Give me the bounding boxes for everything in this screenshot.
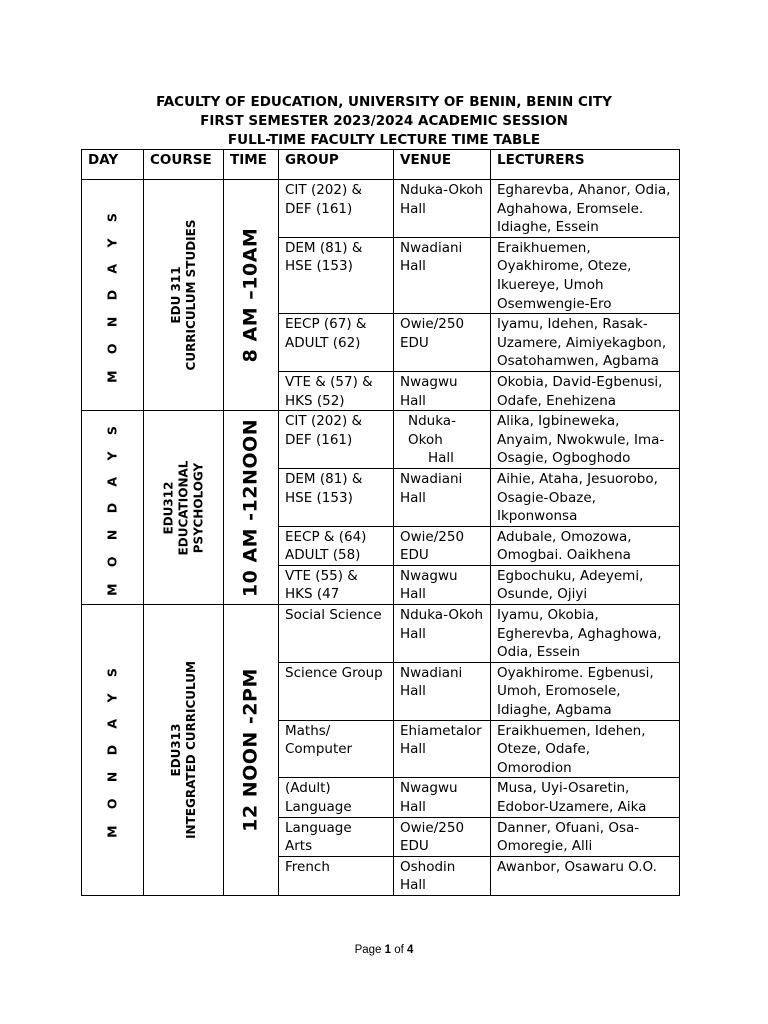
lecturers-cell-line: Iyamu, Okobia, — [497, 607, 599, 624]
venue-cell-line: Nduka-Okoh — [408, 413, 456, 448]
venue-cell-line: Hall — [400, 741, 426, 758]
group-cell-line: VTE (55) & — [285, 567, 358, 584]
group-cell-line: CIT (202) & — [285, 182, 363, 198]
venue-cell-line: EDU — [400, 547, 429, 564]
table-row — [82, 605, 680, 663]
venue-cell — [394, 605, 491, 663]
lecturers-cell-line: Osagie, Ogboghodo — [497, 450, 631, 467]
group-cell — [279, 778, 394, 817]
group-cell-line: HKS (52) — [285, 392, 345, 409]
lecturers-cell-line: Aihie, Ataha, Jesuorobo, — [497, 470, 658, 487]
lecturers-cell-line: Aghahowa, Eromsele. — [497, 200, 644, 217]
course-label — [169, 220, 199, 371]
lecturers-cell-line: Idiaghe, Essein — [497, 219, 599, 236]
venue-cell-line: Owie/250 — [400, 819, 465, 836]
col-header-lecturers: LECTURERS — [491, 150, 680, 180]
group-cell — [279, 180, 394, 238]
course-cell — [144, 605, 224, 896]
lecturers-cell-line: Danner, Ofuani, Osa- — [497, 819, 640, 836]
time-cell — [224, 605, 279, 896]
course-label-line: CURRICULUM STUDIES — [183, 219, 198, 371]
lecturers-cell — [491, 411, 680, 469]
course-cell — [144, 411, 224, 605]
venue-cell-line: Owie/250 — [400, 316, 465, 333]
group-cell-line: DEM (81) & — [285, 239, 363, 256]
lecturers-cell-line: Omorodion — [497, 759, 572, 776]
group-cell — [279, 314, 394, 372]
lecturers-cell — [491, 526, 680, 565]
lecturers-cell-line: Osatohamwen, Agbama — [497, 353, 660, 370]
group-cell-line: EECP & (64) — [285, 528, 367, 545]
venue-cell — [394, 817, 491, 856]
header-line-3: FULL-TIME FACULTY LECTURE TIME TABLE — [227, 132, 541, 148]
course-label-line: EDU 311 — [168, 266, 183, 324]
col-header-day: DAY — [82, 150, 144, 180]
group-cell-line: Arts — [285, 838, 313, 855]
group-cell-line: Social Science — [285, 607, 382, 624]
footer-page-number: 1 — [384, 944, 392, 956]
group-cell — [279, 371, 394, 410]
col-header-venue: VENUE — [394, 150, 491, 180]
group-cell — [279, 662, 394, 720]
group-cell-line: ADULT (58) — [285, 547, 361, 564]
group-cell-line: EECP (67) & — [285, 316, 367, 333]
lecturers-cell-line: Umoh, Eromosele, — [497, 683, 621, 700]
venue-cell-line: Ehiametalor — [400, 722, 482, 739]
lecturers-cell — [491, 662, 680, 720]
lecturers-cell — [491, 468, 680, 526]
venue-cell — [394, 180, 491, 238]
group-cell-line: HSE (153) — [285, 258, 353, 275]
day-cell — [82, 180, 144, 411]
col-header-group: GROUP — [279, 150, 394, 180]
venue-cell — [394, 371, 491, 410]
group-cell — [279, 237, 394, 313]
page-footer — [0, 944, 768, 956]
group-cell-line: DEF (161) — [285, 431, 353, 448]
group-cell-line: Language — [285, 799, 352, 815]
group-cell — [279, 565, 394, 604]
group-cell-line: (Adult) — [285, 780, 331, 797]
venue-cell — [394, 411, 491, 469]
lecturers-cell — [491, 817, 680, 856]
venue-cell-line: Hall — [400, 625, 426, 642]
group-cell-line: DEM (81) & — [285, 470, 363, 487]
lecturers-cell-line: Alika, Igbineweka, — [497, 413, 620, 430]
time-cell — [224, 411, 279, 605]
lecturers-cell — [491, 565, 680, 604]
group-cell-line: DEF (161) — [285, 200, 353, 217]
lecturers-cell-line: Okobia, David-Egbenusi, — [497, 373, 663, 390]
lecturers-cell-line: Oteze, Odafe, — [497, 741, 591, 758]
group-cell — [279, 817, 394, 856]
venue-cell-line: Hall — [400, 200, 426, 217]
group-cell-line: HSE (153) — [285, 489, 353, 506]
table-row — [82, 180, 680, 238]
day-cell — [82, 411, 144, 605]
lecturers-cell-line: Uzamere, Aimiyekagbon, — [497, 334, 667, 351]
venue-cell-line: Hall — [400, 489, 426, 506]
venue-cell-line: Nduka-Okoh — [400, 182, 484, 198]
lecturers-cell-line: Osagie-Obaze, — [497, 489, 596, 506]
lecturers-cell-line: Egbochuku, Adeyemi, — [497, 567, 644, 584]
venue-cell — [394, 526, 491, 565]
group-cell — [279, 411, 394, 469]
lecturers-cell-line: Musa, Uyi-Osaretin, — [497, 780, 630, 797]
venue-cell-line: Hall — [400, 392, 426, 409]
venue-cell — [394, 778, 491, 817]
group-cell-line: CIT (202) & — [285, 413, 363, 430]
group-cell — [279, 605, 394, 663]
venue-cell-line: Nwadiani — [400, 470, 463, 487]
day-cell — [82, 605, 144, 896]
venue-cell-line: Hall — [400, 258, 426, 275]
venue-cell — [394, 468, 491, 526]
lecturers-cell — [491, 237, 680, 313]
course-label-line: EDU313 — [168, 723, 183, 777]
group-cell-line: VTE & (57) & — [285, 373, 373, 390]
day-label: M O N D A Y S — [104, 662, 120, 838]
lecturers-cell-line: Osemwengie-Ero — [497, 295, 612, 312]
group-cell-line: ADULT (62) — [285, 334, 361, 351]
lecturers-cell — [491, 605, 680, 663]
lecturers-cell-line: Awanbor, Osawaru O.O. — [497, 858, 657, 875]
course-label-line: EDU312 — [161, 481, 175, 535]
venue-cell-line: Hall — [400, 586, 426, 603]
time-label: 10 AM -12NOON — [239, 418, 262, 597]
venue-cell — [394, 565, 491, 604]
lecturers-cell — [491, 180, 680, 238]
footer-prefix: Page — [354, 944, 385, 956]
lecturers-cell-line: Anyaim, Nwokwule, Ima- — [497, 431, 665, 448]
lecturers-cell-line: Ikponwonsa — [497, 508, 578, 525]
venue-cell — [394, 720, 491, 778]
lecturers-cell-line: Edobor-Uzamere, Aika — [497, 799, 647, 815]
venue-cell-line: Nduka-Okoh — [400, 607, 484, 624]
time-label: 12 NOON -2PM — [239, 668, 262, 832]
course-label-line: EDUCATIONAL — [176, 460, 190, 556]
group-cell-line: Science Group — [285, 664, 383, 681]
time-cell — [224, 180, 279, 411]
lecturers-cell-line: Ikuereye, Umoh — [497, 276, 604, 293]
lecturers-cell-line: Oyakhirome. Egbenusi, — [497, 664, 654, 681]
lecturers-cell — [491, 314, 680, 372]
course-label-line: PSYCHOLOGY — [191, 462, 205, 553]
venue-cell-line: Nwagwu — [400, 567, 458, 584]
venue-cell-line: Nwadiani — [400, 664, 463, 681]
course-label-line: INTEGRATED CURRICULUM — [183, 661, 198, 839]
table-header-row — [82, 150, 680, 180]
lecturers-cell-line: Idiaghe, Agbama — [497, 702, 612, 719]
venue-cell — [394, 314, 491, 372]
course-cell — [144, 180, 224, 411]
timetable — [81, 149, 680, 896]
venue-cell — [394, 662, 491, 720]
venue-cell — [394, 856, 491, 895]
course-label — [161, 460, 206, 555]
group-cell-line: HKS (47 — [285, 586, 340, 603]
lecturers-cell — [491, 856, 680, 895]
lecturers-cell-line: Eraikhuemen, Idehen, — [497, 722, 646, 739]
lecturers-cell-line: Odafe, Enehizena — [497, 392, 617, 409]
lecturers-cell-line: Egharevba, Ahanor, Odia, — [497, 182, 671, 198]
col-header-time: TIME — [224, 150, 279, 180]
group-cell — [279, 468, 394, 526]
venue-cell-line: EDU — [400, 838, 429, 855]
venue-cell — [394, 237, 491, 313]
lecturers-cell-line: Odia, Essein — [497, 644, 581, 661]
lecturers-cell-line: Omoregie, Alli — [497, 838, 593, 855]
group-cell-line: Language — [285, 819, 352, 836]
lecturers-cell — [491, 371, 680, 410]
lecturers-cell — [491, 778, 680, 817]
lecturers-cell-line: Oyakhirome, Oteze, — [497, 258, 632, 275]
group-cell-line: Maths/ — [285, 722, 331, 739]
day-label: M O N D A Y S — [104, 419, 120, 596]
group-cell — [279, 526, 394, 565]
group-cell-line: French — [285, 858, 330, 875]
venue-cell-line: EDU — [400, 334, 429, 351]
lecturers-cell-line: Adubale, Omozowa, — [497, 528, 632, 545]
lecturers-cell — [491, 720, 680, 778]
group-cell-line: Computer — [285, 741, 353, 758]
lecturers-cell-line: Eraikhuemen, — [497, 239, 591, 256]
venue-cell-line: Nwadiani — [400, 239, 463, 256]
lecturers-cell-line: Iyamu, Idehen, Rasak- — [497, 316, 648, 333]
group-cell — [279, 720, 394, 778]
venue-cell-line: Oshodin Hall — [400, 858, 456, 894]
venue-cell-line: Nwagwu — [400, 780, 458, 797]
venue-cell-line: Hall — [400, 683, 426, 700]
time-label: 8 AM –10AM — [239, 227, 262, 363]
venue-cell-line: Owie/250 — [400, 528, 465, 545]
header-line-1: FACULTY OF EDUCATION, UNIVERSITY OF BENIN, BENIN CITY — [156, 94, 612, 110]
venue-cell-line: Hall — [428, 450, 454, 467]
footer-middle: of — [391, 944, 408, 956]
col-header-course: COURSE — [144, 150, 224, 180]
lecturers-cell-line: Omogbai. Oaikhena — [497, 547, 631, 564]
group-cell — [279, 856, 394, 895]
day-label: M O N D A Y S — [104, 207, 120, 383]
venue-cell-line: Nwagwu — [400, 373, 458, 390]
lecturers-cell-line: Osunde, Ojiyi — [497, 586, 588, 603]
header-line-2: FIRST SEMESTER 2023/2024 ACADEMIC SESSION — [200, 113, 568, 129]
course-label — [169, 661, 199, 839]
table-row — [82, 411, 680, 469]
footer-page-total: 4 — [407, 944, 414, 956]
lecturers-cell-line: Egherevba, Aghaghowa, — [497, 625, 662, 642]
venue-cell-line: Hall — [400, 799, 426, 815]
